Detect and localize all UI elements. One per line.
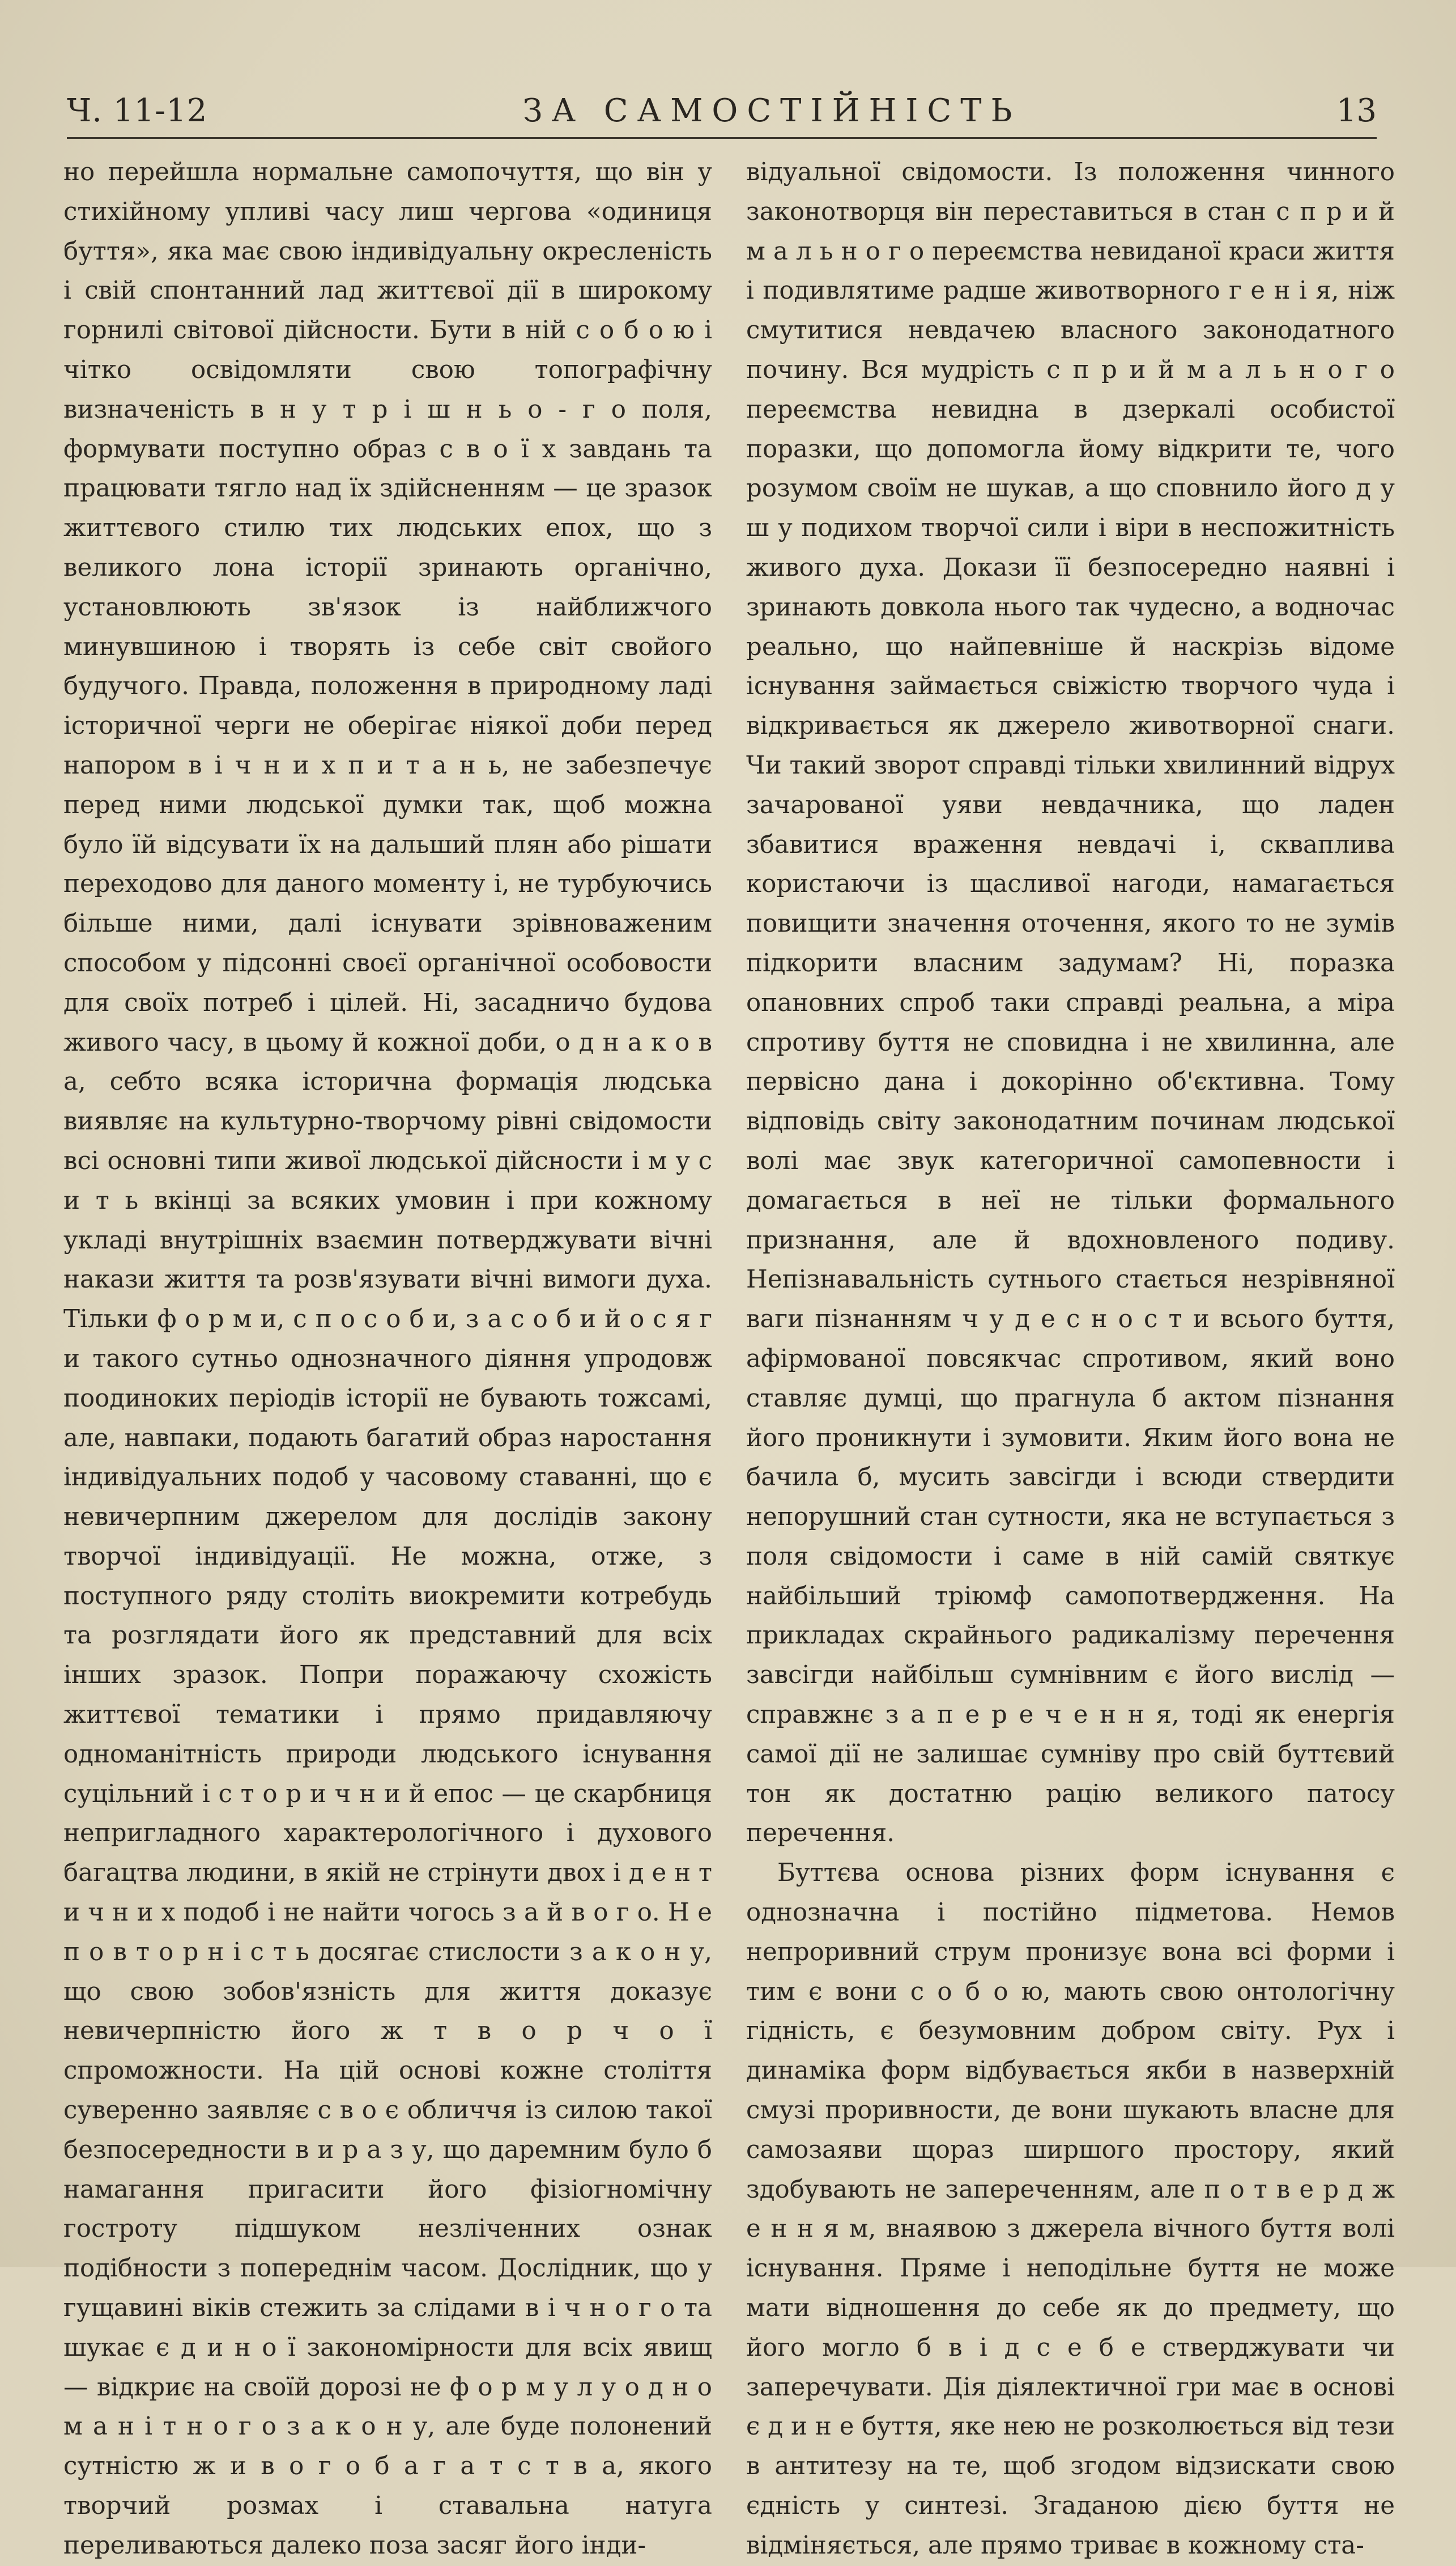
page-number: 13 — [1336, 92, 1377, 129]
paragraph: Буттєва основа різних форм існування є однозначна і постійно підметова. Немов непроривний струм пронизує вона всі форми і тим є вони с о б о ю, мають свою онтологічну гідність, є безумовним добром світу. Рух і динаміка форм відбувається якби в назверхній смузі проривности, де вони шукають власне для самозаяви щораз ширшого простору, який здобувають не запереченням, але п о т в е р д ж е н н я м, внаявою з джерела вічного буття волі існування. Пряме і неподільне буття не може мати відношення до себе як до предмету, що його могло б в і д с е б е стверджувати чи заперечувати. Дія діялектичної гри має в основі є д и н е буття, яке нею не розколюється від тези в антитезу на те, щоб згодом відзискати свою єдність у синтезі. Згаданою дією буття не відміняється, але прямо триває в кожному ста- — [746, 1859, 1395, 2560]
issue-number: Ч. 11-12 — [67, 92, 208, 129]
text-columns — [63, 153, 1395, 2560]
paragraph: но перейшла нормальне самопочуття, що він у стихійному упливі часу лиш чергова «одиниця буття», яка має свою індивідуальну окресленість і свій спонтанний лад життєвої дії в широкому горнилі світової дійсности. Бути в ній с о б о ю і чітко освідомляти свою топографічну визначеність в н у т р і ш н ь о - г о поля, формувати поступно образ с в о ї х завдань та працювати тягло над їх здійсненням — це зразок життєвого стилю тих людських епох, що з великого лона історії зринають органічно, установлюють зв'язок із найближчого минувшиною і творять із себе світ свойого будучого. Правда, положення в природному ладі історичної черги не оберігає ніякої доби перед напором в і ч н и х п и т а н ь, не забезпечує перед ними людської думки так, щоб можна було їй відсувати їх на дальший плян або рішати переходово для даного моменту і, не турбуючись більше ними, далі існувати зрівноваженим способом у підсонні своєї органічної особовости для своїх потреб і цілей. Ні, засадничо будова живого часу, в цьому й кожної доби, о д н а к о в а, себто всяка історична формація людська виявляє на культурно-творчому рівні свідомости всі основні типи живої людської дійсности і м у с и т ь вкінці за всяких умовин і при кожному укладі внутрішніх взаємин потверджувати вічні накази життя та розв'язувати вічні вимоги духа. Тільки ф о р м и, с п о с о б и, з а с о б и й о с я г и такого сутньо однозначного діяння упродовж поодиноких періодів історії не бувають тожсамі, але, навпаки, подають багатий образ наростання індивідуальних подоб у часовому ставанні, що є невичерпним джерелом для дослідів закону творчої індивідуації. Не можна, отже, з поступного ряду століть виокремити котребудь та розглядати його як представний для всіх інших зразок. Попри поражаючу схожість життєвої тематики і прямо придавляючу одноманітність природи людського існування суцільний і с т о р и ч н и й епос — це скарбниця непригладного характерологічного і духового багацтва людини, в якій не стрінути двох і д е н т и ч н и х подоб і не найти чогось з а й в о г о. Н е п о в т о р н і с т ь досягає стислости з а к о н у, що свою зобов'язність для життя доказує невичерпністю його ж т в о р ч о ї спроможности. На цій основі кожне століття суверенно заявляє с в о є обличчя із силою такої безпосередности в и р а з у, що даремним було б намагання пригасити його фізіогномічну гостроту підшуком незліченних ознак подібности з попереднім часом. Дослідник, що у гущавині віків стежить за слідами в і ч н о г о та шукає є д и н о ї закономірности для всіх явищ — відкриє на своїй дорозі не ф о р м у л у о д н о м а н і т н о г о з а к о н у, але буде полонений сутністю ж и в о г о б а г а т с т в а, якого творчий розмах і ставальна натуга переливаються далеко поза засяг його інди- — [63, 158, 712, 2560]
right-column — [746, 153, 1395, 2560]
journal-title: ЗА САМОСТІЙНІСТЬ — [522, 92, 1021, 129]
left-column — [63, 153, 712, 2560]
paragraph: відуальної свідомости. Із положення чинного законотворця він переставиться в стан с п р и й м а л ь н о г о переємства невиданої краси життя і подивлятиме радше животворного г е н і я, ніж смутитися невдачею власного законодатного почину. Вся мудрість с п р и й м а л ь н о г о переємства невидна в дзеркалі особистої поразки, що допомогла йому відкрити те, чого розумом своїм не шукав, а що сповнило його д у ш у подихом творчої сили і віри в неспожитність живого духа. Докази її безпосередно наявні і зринають довкола нього так чудесно, а водночас реально, що найпевніше й наскрізь відоме існування займається свіжістю творчого чуда і відкривається як джерело животворної снаги. Чи такий зворот справді тільки хвилинний відрух зачарованої уяви невдачника, що ладен збавитися враження невдачі і, скваплива користаючи із щасливої нагоди, намагається повищити значення оточення, якого то не зумів підкорити власним задумам? Ні, поразка опановних спроб таки справді реальна, а міра спротиву буття не сповидна і не хвилинна, але первісно дана і докорінно об'єктивна. Тому відповідь світу законодатним починам людської волі має звук категоричної самопевности і домагається в неї не тільки формального признання, але й вдохновленого подиву. Непізнавальність сутнього стається незрівняної ваги пізнанням ч у д е с н о с т и всього буття, афірмованої повсякчас спротивом, який воно ставляє думці, що прагнула б актом пізнання його проникнути і зумовити. Яким його вона не бачила б, мусить завсігди і всюди ствердити непорушний стан сутности, яка не вступається з поля свідомости і саме в ній самій святкує найбільший тріюмф самопотвердження. На прикладах скрайнього радикалізму перечення завсігди найбільш сумнівним є його вислід — справжнє з а п е р е ч е н н я, тоді як енергія самої дії не залишає сумніву про свій буттєвий тон як достатню рацію великого патосу перечення. — [746, 158, 1395, 1848]
running-header — [67, 78, 1377, 139]
